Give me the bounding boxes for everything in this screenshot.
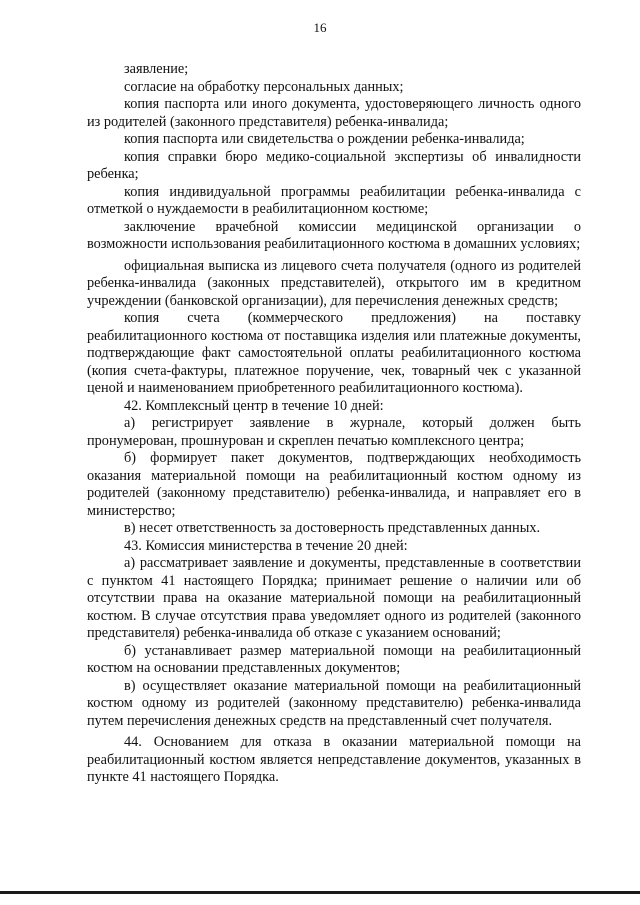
- paragraph: копия паспорта или иного документа, удостоверяющего личность одного из родителей (законного представителя) ребенка-инвалида;: [87, 96, 581, 130]
- paragraph: а) регистрирует заявление в журнале, который должен быть пронумерован, прошнурован и скреплен печатью комплексного центра;: [87, 415, 581, 449]
- paragraph: копия справки бюро медико-социальной экспертизы об инвалидности ребенка;: [87, 148, 581, 182]
- document-body: [87, 61, 581, 787]
- paragraph: заявление;: [124, 61, 189, 77]
- paragraph: копия паспорта или свидетельства о рождении ребенка-инвалида;: [124, 131, 525, 147]
- paragraph: копия индивидуальной программы реабилитации ребенка-инвалида с отметкой о нуждаемости в реабилитационном костюме;: [87, 183, 581, 217]
- paragraph: в) осуществляет оказание материальной помощи на реабилитационный костюм одному из родителей (законному представителю) ребенка-инвалида путем перечисления денежных средств на представленный счет получателя.: [87, 677, 581, 729]
- paragraph: согласие на обработку персональных данных;: [124, 78, 404, 95]
- paragraph: в) несет ответственность за достоверность представленных данных.: [124, 520, 541, 536]
- section-heading: 43. Комиссия министерства в течение 20 дней:: [124, 537, 408, 554]
- paragraph: заключение врачебной комиссии медицинской организации о возможности использования реабилитационного костюма в домашних условиях;: [87, 218, 581, 252]
- paragraph: а) рассматривает заявление и документы, представленные в соответствии с пунктом 41 настоящего Порядка; принимает решение о наличии или об отсутствии права на оказание материальной помощи на реабилитационный костюм. В случае отсутствия права уведомляет одного из родителей (законного представителя) ребенка-инвалида об отказе с указанием оснований;: [87, 555, 581, 641]
- paragraph: официальная выписка из лицевого счета получателя (одного из родителей ребенка-инвалида (законных представителей), открытого им в кредитном учреждении (банковской организации), для перечисления денежных средств;: [87, 257, 581, 309]
- paragraph: б) формирует пакет документов, подтверждающих необходимость оказания материальной помощи на реабилитационный костюм одному из родителей (законному представителю) ребенка-инвалида, и направляет его в министерство;: [87, 450, 581, 519]
- scan-bottom-edge: [0, 891, 640, 894]
- page-number: 16: [313, 20, 327, 35]
- paragraph: б) устанавливает размер материальной помощи на реабилитационный костюм на основании представленных документов;: [87, 642, 581, 676]
- paragraph: копия счета (коммерческого предложения) на поставку реабилитационного костюма от поставщика изделия или платежные документы, подтверждающие факт самостоятельной оплаты реабилитационного костюма (копия счета-фактуры, платежное поручение, чек, товарный чек с указанной ценой и наименованием приобретенного реабилитационного костюма).: [87, 310, 581, 396]
- section-heading: 42. Комплексный центр в течение 10 дней:: [124, 397, 384, 414]
- paragraph: 44. Основанием для отказа в оказании материальной помощи на реабилитационный костюм является непредставление документов, указанных в пункте 41 настоящего Порядка.: [87, 734, 581, 785]
